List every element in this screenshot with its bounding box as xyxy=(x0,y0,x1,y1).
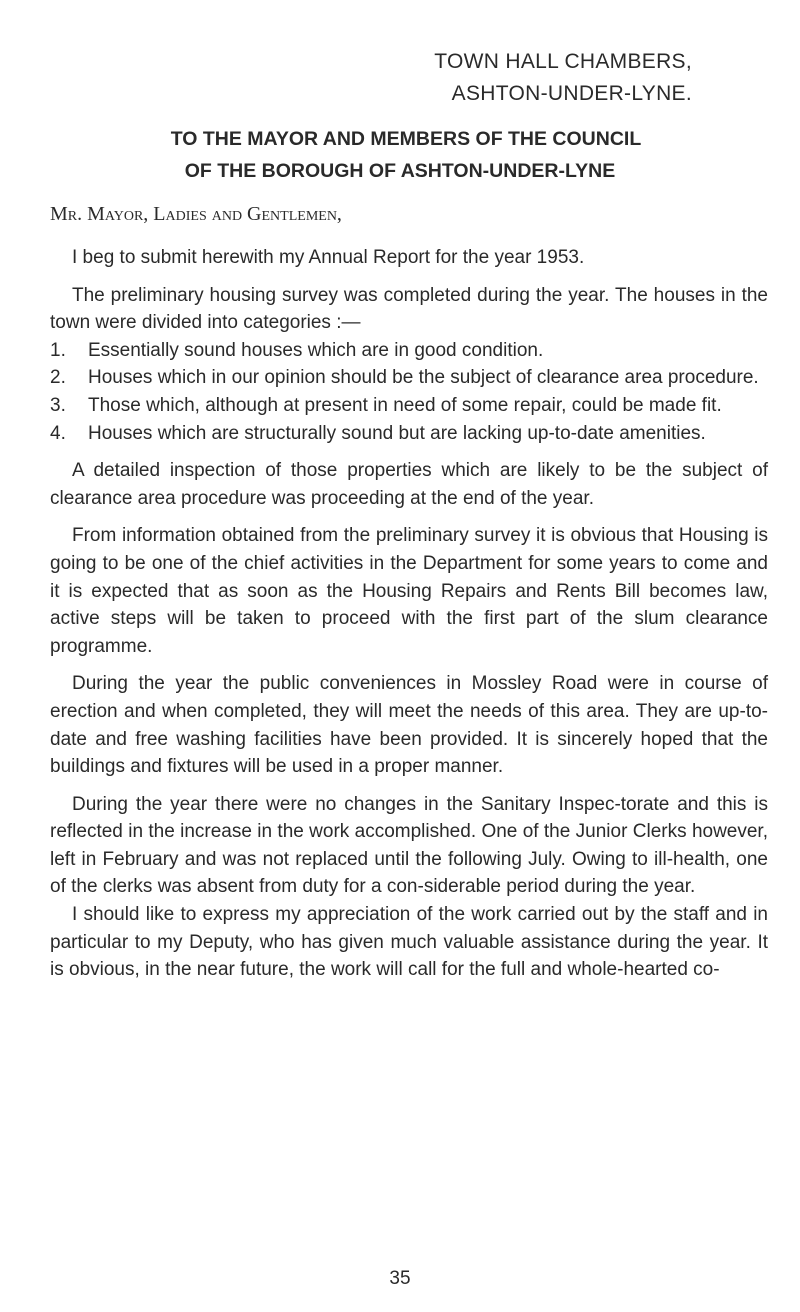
paragraph-housing-survey: The preliminary housing survey was completed during the year. The houses in the town were divided into categories :— xyxy=(50,284,768,334)
category-list xyxy=(50,337,768,447)
list-item-number: 1. xyxy=(50,339,66,361)
address-line-1: TOWN HALL CHAMBERS, xyxy=(434,50,692,73)
list-item-number: 2. xyxy=(50,367,66,389)
page-number: 35 xyxy=(389,1268,411,1289)
address-line-2: ASHTON-UNDER-LYNE. xyxy=(451,82,692,105)
list-item xyxy=(50,420,768,448)
paragraph-housing-activities: From information obtained from the preliminary survey it is obvious that Housing is going to be one of the chief activities in the Department for some years to come and it is expected that as soon as the Housing Repairs and Rents Bill becomes law, active steps will be taken to proceed with the first part of the slum clearance programme. xyxy=(50,525,768,657)
paragraph-public-conveniences: During the year the public conveniences in Mossley Road were in course of erection and when completed, they will meet the needs of this area. They are up-to-date and free washing facilities have been provided. It is sincerely hoped that the buildings and fixtures will be used in a proper manner. xyxy=(50,673,768,778)
paragraph-appreciation: I should like to express my appreciation of the work carried out by the staff and in particular to my Deputy, who has given much valuable assistance during the year. It is obvious, in the near future, the work will call for the full and whole-hearted co- xyxy=(50,904,768,981)
paragraph-staff-changes: During the year there were no changes in the Sanitary Inspec-torate and this is reflected in the increase in the work accomplished. One of the Junior Clerks however, left in February and was not replaced until the following July. Owing to ill-health, one of the clerks was absent from duty for a con-siderable period during the year. xyxy=(50,793,768,898)
list-item-text: Houses which are structurally sound but are lacking up-to-date amenities. xyxy=(88,422,706,444)
salutation: Mr. Mayor, Ladies and Gentlemen, xyxy=(50,203,342,225)
list-item xyxy=(50,392,768,420)
list-item xyxy=(50,364,768,392)
list-item-text: Houses which in our opinion should be the subject of clearance area procedure. xyxy=(88,367,759,389)
list-item xyxy=(50,337,768,365)
heading-line-2: OF THE BOROUGH OF ASHTON-UNDER-LYNE xyxy=(184,160,616,182)
heading-line-1: TO THE MAYOR AND MEMBERS OF THE COUNCIL xyxy=(170,128,642,150)
list-item-number: 3. xyxy=(50,394,66,416)
list-item-text: Those which, although at present in need of some repair, could be made fit. xyxy=(88,394,722,416)
list-item-text: Essentially sound houses which are in good condition. xyxy=(88,339,544,361)
report-body xyxy=(50,244,768,984)
paragraph-detailed-inspection: A detailed inspection of those properties which are likely to be the subject of clearance area procedure was proceeding at the end of the year. xyxy=(50,460,768,509)
list-item-number: 4. xyxy=(50,422,66,444)
paragraph-submission: I beg to submit herewith my Annual Report for the year 1953. xyxy=(72,247,585,268)
